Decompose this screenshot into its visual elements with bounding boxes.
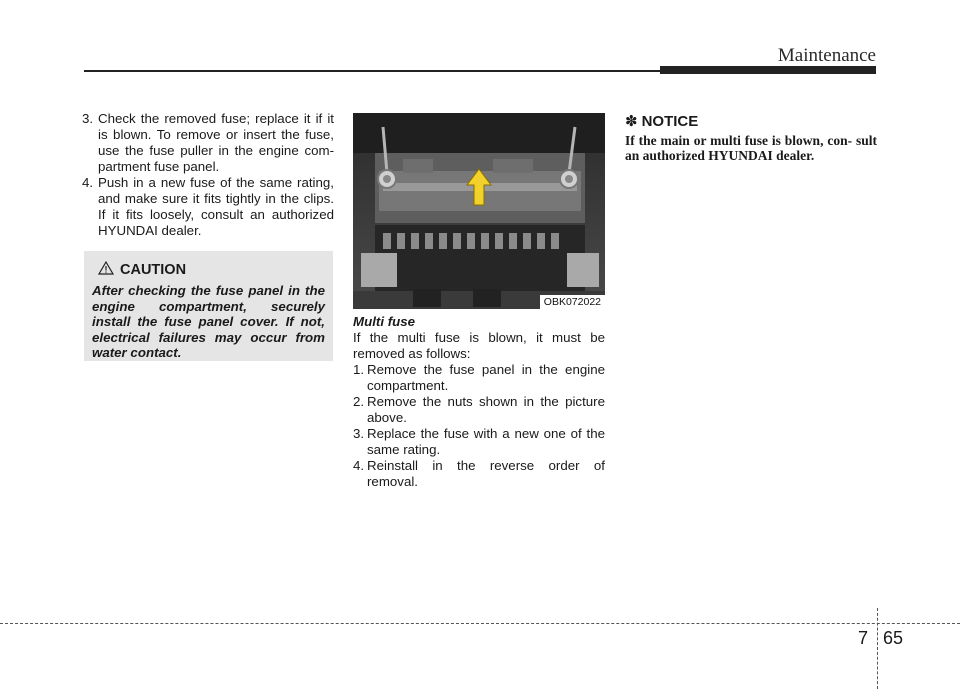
step-item [82, 175, 334, 239]
header-rule-thin [84, 70, 660, 72]
step-item [82, 111, 334, 175]
photo-label: OBK072022 [540, 295, 605, 309]
header-rule-thick [660, 66, 876, 74]
chapter-number: 7 [858, 628, 869, 648]
step-text: Push in a new fuse of the same rating, and make sure it fits tightly in the clips. If it fits loosely, consult an authorized HYUNDAI dealer. [98, 175, 334, 238]
step-item [353, 426, 605, 458]
fuse-panel-illustration [353, 113, 605, 309]
multi-fuse-intro: If the multi fuse is blown, it must be removed as follows: [353, 330, 605, 361]
left-steps [82, 111, 334, 239]
step-text: Replace the fuse with a new one of the same rating. [367, 426, 605, 457]
fuse-panel-photo [353, 113, 605, 309]
multi-fuse-section [353, 314, 605, 490]
step-text: Check the removed fuse; replace it if it is blown. To remove or insert the fuse, use the fuse puller in the engine com- partment fuse panel. [98, 111, 334, 174]
step-number: 4. [353, 458, 365, 473]
notice-title: NOTICE [641, 112, 699, 130]
warning-triangle-icon [98, 261, 114, 280]
notice-box [625, 111, 877, 163]
step-text: Reinstall in the reverse order of removal. [367, 458, 605, 489]
footer-rule [0, 623, 960, 624]
notice-header [625, 111, 877, 131]
step-number: 3. [82, 111, 94, 126]
step-text: Remove the fuse panel in the engine compartment. [367, 362, 605, 393]
caution-box [84, 251, 333, 361]
step-number: 3. [353, 426, 365, 441]
multi-fuse-heading: Multi fuse [353, 314, 416, 329]
page-number: 65 [883, 628, 904, 648]
step-item [353, 394, 605, 426]
step-item [353, 458, 605, 490]
caution-title: CAUTION [120, 262, 187, 278]
caution-header [98, 259, 325, 281]
step-number: 4. [82, 175, 94, 190]
notice-star-icon: ✽ [625, 113, 638, 130]
step-item [353, 362, 605, 394]
caution-body: After checking the fuse panel in the engine compartment, securely install the fuse panel cover. If not, electrical failures may occur from water contact. [92, 283, 325, 360]
footer-divider [877, 608, 878, 689]
step-text: Remove the nuts shown in the picture above. [367, 394, 605, 425]
section-title: Maintenance [777, 45, 876, 66]
step-number: 1. [353, 362, 365, 377]
notice-body: If the main or multi fuse is blown, con- sult an authorized HYUNDAI dealer. [625, 133, 877, 163]
step-number: 2. [353, 394, 365, 409]
